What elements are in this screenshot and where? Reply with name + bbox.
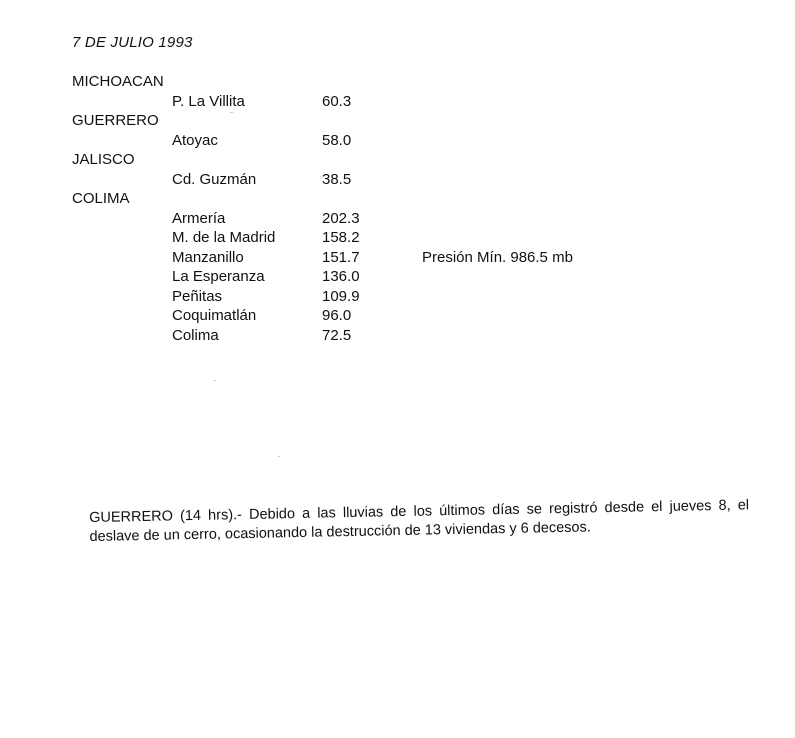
scan-speck — [230, 112, 233, 113]
station-value: 38.5 — [322, 170, 352, 188]
station-value: 109.9 — [322, 287, 360, 305]
station-name: Manzanillo — [172, 248, 244, 266]
state-block-michoacan — [72, 72, 632, 111]
event-paragraph: GUERRERO (14 hrs).- Debido a las lluvias de los últimos días se registró desde el jueves 8, el deslave de un cerro, ocasionando la destrucción de 13 viviendas y 6 decesos. — [89, 497, 750, 545]
station-value: 58.0 — [322, 131, 352, 149]
station-name: M. de la Madrid — [172, 229, 276, 246]
station-name: Atoyac — [172, 131, 218, 149]
station-value: 60.3 — [322, 92, 352, 110]
station-name: La Esperanza — [172, 268, 265, 285]
station-note: Presión Mín. 986.5 mb — [422, 248, 573, 266]
station-name: Peñitas — [172, 287, 223, 305]
station-row — [72, 92, 632, 112]
station-value: 202.3 — [322, 209, 360, 227]
state-name: GUERRERO — [72, 112, 159, 129]
state-name: COLIMA — [72, 190, 130, 207]
state-block-colima — [72, 189, 632, 345]
state-name: MICHOACAN — [72, 73, 164, 90]
station-name: Coquimatlán — [172, 307, 257, 324]
state-name: JALISCO — [72, 151, 135, 168]
station-value: 151.7 — [322, 248, 360, 266]
station-row — [72, 287, 632, 307]
station-name: Armería — [172, 209, 226, 227]
station-value: 158.2 — [322, 229, 360, 246]
station-row — [72, 131, 632, 151]
station-row — [72, 228, 632, 248]
station-row — [72, 170, 632, 190]
station-value: 96.0 — [322, 307, 352, 324]
station-row — [72, 209, 632, 229]
station-name: Cd. Guzmán — [172, 170, 257, 188]
document-date: 7 DE JULIO 1993 — [72, 34, 193, 51]
scan-speck — [278, 456, 280, 457]
station-row — [72, 248, 632, 268]
station-name: Colima — [172, 326, 219, 344]
state-block-jalisco — [72, 150, 632, 189]
state-block-guerrero — [72, 111, 632, 150]
station-value: 136.0 — [322, 268, 360, 285]
station-name: P. La Villita — [172, 92, 245, 110]
station-value: 72.5 — [322, 326, 352, 344]
station-row — [72, 306, 632, 326]
station-row — [72, 326, 632, 346]
scan-speck — [214, 380, 216, 381]
station-row — [72, 267, 632, 287]
precipitation-list — [72, 72, 632, 345]
